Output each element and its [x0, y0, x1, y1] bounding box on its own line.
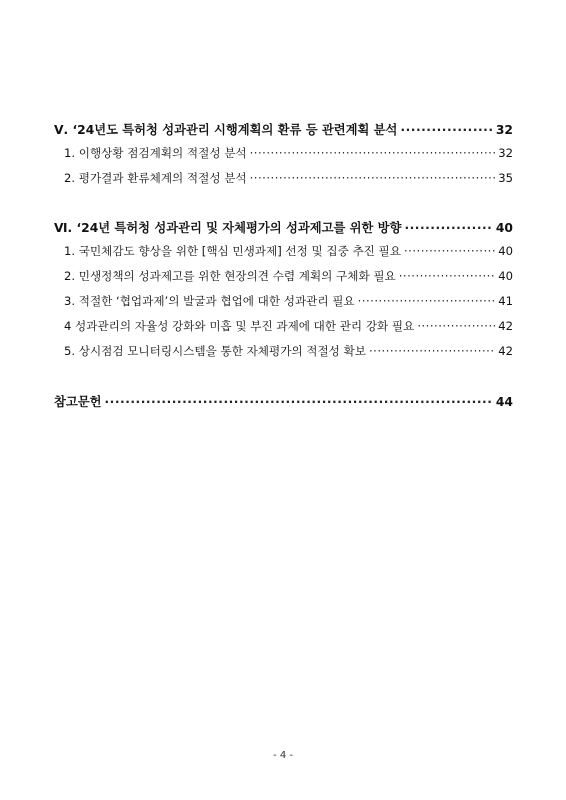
toc-page-number: 44	[495, 395, 513, 409]
toc-leader-dots	[400, 123, 492, 137]
toc-page-number: 32	[495, 123, 513, 137]
toc-item[interactable]	[54, 293, 513, 309]
toc-item-title: 5. 상시점검 모니터링시스템을 통한 자체평가의 적절성 확보	[64, 344, 366, 358]
toc-item-title: 1. 국민체감도 향상을 위한 [핵심 민생과제] 선정 및 집중 추진 필요	[64, 244, 401, 258]
toc-leader-dots	[404, 221, 492, 235]
toc-page-number: 35	[498, 171, 513, 185]
toc-page-number: 42	[498, 319, 513, 333]
toc-leader-dots	[399, 269, 495, 283]
toc-item-title: 1. 이행상황 점검계획의 적절성 분석	[64, 146, 247, 160]
toc-page-number: 40	[495, 221, 513, 235]
toc-section-5[interactable]	[54, 120, 513, 138]
toc-page-number: 42	[498, 344, 513, 358]
toc-page-number: 41	[498, 294, 513, 308]
toc-section-title: Ⅴ. ‘24년도 특허청 성과관리 시행계획의 환류 등 관련계획 분석	[54, 123, 398, 137]
toc-item[interactable]	[54, 268, 513, 284]
toc-item[interactable]	[54, 243, 513, 259]
toc-leader-dots	[105, 395, 493, 409]
toc-item[interactable]	[54, 170, 513, 186]
page-number-footer: - 4 -	[273, 750, 293, 761]
toc-leader-dots	[404, 244, 495, 258]
toc-item-title: 4 성과관리의 자율성 강화와 미흡 및 부진 과제에 대한 관리 강화 필요	[64, 319, 415, 333]
toc-page-number: 40	[498, 244, 513, 258]
toc-item-title: 3. 적절한 ‘협업과제’의 발굴과 협업에 대한 성과관리 필요	[64, 294, 355, 308]
toc-page-number: 32	[498, 146, 513, 160]
toc-section-6[interactable]	[54, 218, 513, 236]
toc-leader-dots	[358, 294, 496, 308]
toc-leader-dots	[417, 319, 495, 333]
toc-section-title: Ⅵ. ‘24년 특허청 성과관리 및 자체평가의 성과제고를 위한 방향	[54, 221, 402, 235]
toc-leader-dots	[250, 146, 496, 160]
toc-leader-dots	[250, 171, 496, 185]
toc-leader-dots	[369, 344, 495, 358]
toc-item[interactable]	[54, 318, 513, 334]
toc-section-title: 참고문헌	[54, 395, 102, 409]
toc-item-title: 2. 민생정책의 성과제고를 위한 현장의견 수렴 계획의 구체화 필요	[64, 269, 396, 283]
toc-page-number: 40	[498, 269, 513, 283]
toc-item[interactable]	[54, 145, 513, 161]
toc-section-references[interactable]	[54, 392, 513, 410]
toc-item-title: 2. 평가결과 환류체계의 적절성 분석	[64, 171, 247, 185]
toc-item[interactable]	[54, 343, 513, 359]
